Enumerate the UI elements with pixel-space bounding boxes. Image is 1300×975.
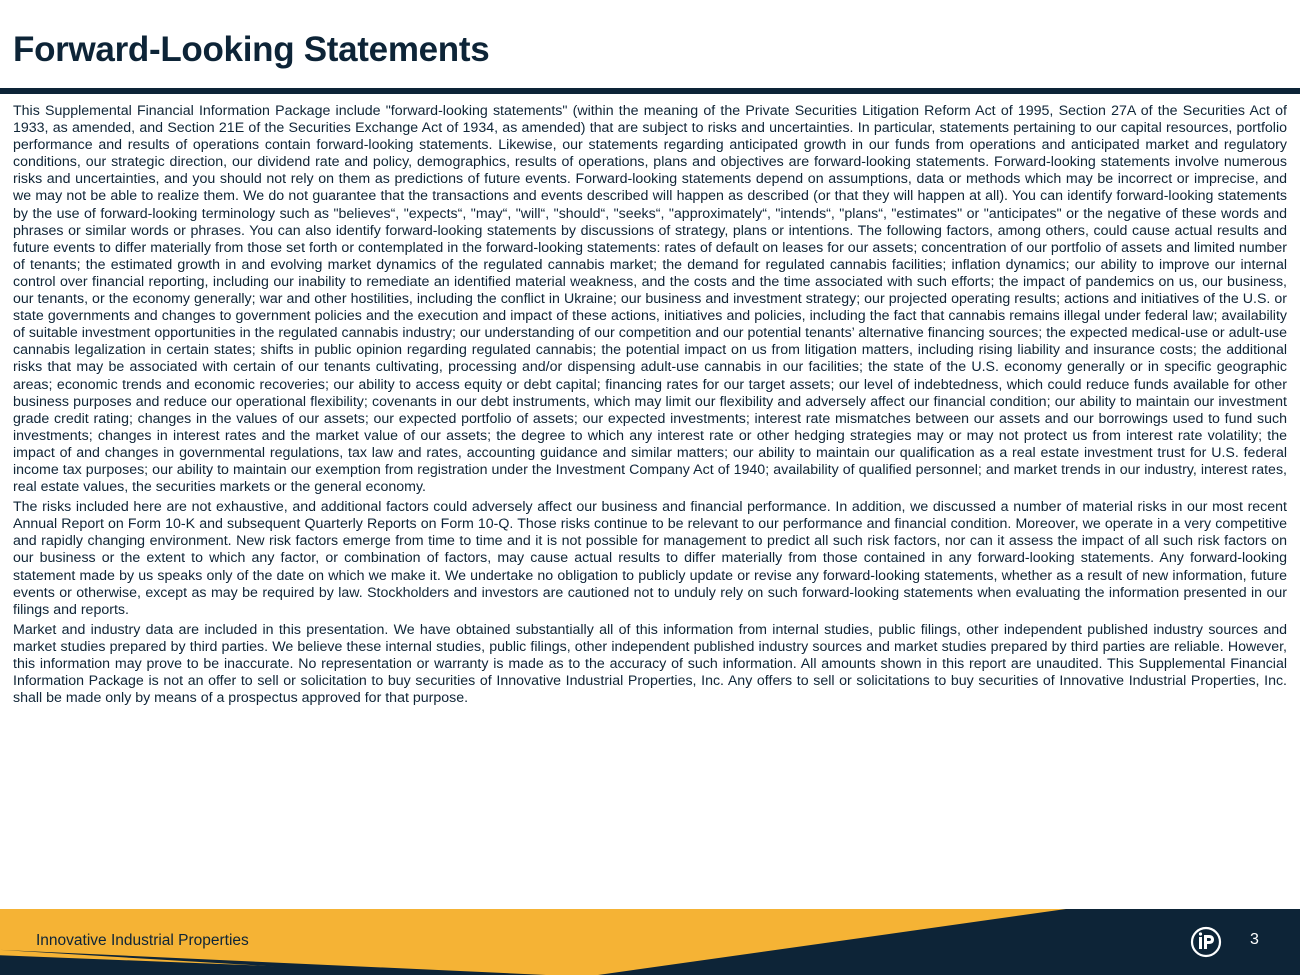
footer-company-name: Innovative Industrial Properties [36, 932, 249, 949]
paragraph-risks: The risks included here are not exhaustive, and additional factors could adversely affect our business and financial performance. In addition, we discussed a number of material risks in our most recent Annual Report on Form 10-K and subsequent Quarterly Reports on Form 10-Q. Those risks continue to be relevant to our performance and financial condition. Moreover, we operate in a very competitive and rapidly changing environment. New risk factors emerge from time to time and it is not possible for management to predict all such risk factors, nor can it assess the impact of all such risk factors on our business or the extent to which any factor, or combination of factors, may cause actual results to differ materially from those contained in any forward-looking statements. Any forward-looking statement made by us speaks only of the date on which we make it. We undertake no obligation to publicly update or revise any forward-looking statements, whether as a result of new information, future events or otherwise, except as may be required by law. Stockholders and investors are cautioned not to unduly rely on such forward-looking statements when evaluating the information presented in our filings and reports. [13, 499, 1287, 618]
disclaimer-body [13, 103, 1287, 710]
iip-logo-icon [1190, 926, 1222, 958]
title-divider [0, 88, 1300, 94]
page-title: Forward-Looking Statements [13, 30, 490, 69]
paragraph-market-data: Market and industry data are included in this presentation. We have obtained substantially all of this information from internal studies, public filings, other independent published industry sources and market studies prepared by third parties. We believe these internal studies, public filings, other independent published industry sources and market studies prepared by third parties are reliable. However, this information may prove to be inaccurate. No representation or warranty is made as to the accuracy of such information. All amounts shown in this report are unaudited. This Supplemental Financial Information Package is not an offer to sell or solicitation to buy securities of Innovative Industrial Properties, Inc. Any offers to sell or solicitations to buy securities of Innovative Industrial Properties, Inc. shall be made only by means of a prospectus approved for that purpose. [13, 621, 1287, 707]
paragraph-forward-looking: This Supplemental Financial Information Package include "forward-looking statements" (within the meaning of the Private Securities Litigation Reform Act of 1995, Section 27A of the Securities Act of 1933, as amended, and Section 21E of the Securities Exchange Act of 1934, as amended) that are subject to risks and uncertainties. In particular, statements pertaining to our capital resources, portfolio performance and results of operations contain forward-looking statements. Likewise, our statements regarding anticipated growth in our funds from operations and anticipated market and regulatory conditions, our strategic direction, our dividend rate and policy, demographics, results of operations, plans and objectives are forward-looking statements. Forward-looking statements involve numerous risks and uncertainties, and you should not rely on them as predictions of future events. Forward-looking statements depend on assumptions, data or methods which may be incorrect or imprecise, and we may not be able to realize them. We do not guarantee that the transactions and events described will happen as described (or that they will happen at all). You can identify forward-looking statements by the use of forward-looking terminology such as "believes“, "expects“, "may“, "will“, "should“, "seeks“, "approximately“, "intends“, "plans“, "estimates" or "anticipates" or the negative of these words and phrases or similar words or phrases. You can also identify forward-looking statements by discussions of strategy, plans or intentions. The following factors, among others, could cause actual results and future events to differ materially from those set forth or contemplated in the forward-looking statements: rates of default on leases for our assets; concentration of our portfolio of assets and limited number of tenants; the estimated growth in and evolving market dynamics of the regulated cannabis market; the demand for regulated cannabis facilities; inflation dynamics; our ability to improve our internal control over financial reporting, including our inability to remediate an identified material weakness, and the costs and the time associated with such efforts; the impact of pandemics on us, our business, our tenants, or the economy generally; war and other hostilities, including the conflict in Ukraine; our business and investment strategy; our projected operating results; actions and initiatives of the U.S. or state governments and changes to government policies and the execution and impact of these actions, initiatives and policies, including the fact that cannabis remains illegal under federal law; availability of suitable investment opportunities in the regulated cannabis industry; our understanding of our competition and our potential tenants’ alternative financing sources; the expected medical-use or adult-use cannabis legalization in certain states; shifts in public opinion regarding regulated cannabis; the potential impact on us from litigation matters, including rising liability and insurance costs; the additional risks that may be associated with certain of our tenants cultivating, processing and/or dispensing adult-use cannabis in our facilities; the state of the U.S. economy generally or in specific geographic areas; economic trends and economic recoveries; our ability to access equity or debt capital; financing rates for our target assets; our level of indebtedness, which could reduce funds available for other business purposes and reduce our operational flexibility; covenants in our debt instruments, which may limit our flexibility and adversely affect our financial condition; our ability to maintain our investment grade credit rating; changes in the values of our assets; our expected portfolio of assets; our expected investments; interest rate mismatches between our assets and our borrowings used to fund such investments; changes in interest rates and the market value of our assets; the degree to which any interest rate or other hedging strategies may or may not protect us from interest rate volatility; the impact of and changes in governmental regulations, tax law and rates, accounting guidance and similar matters; our ability to maintain our qualification as a real estate investment trust for U.S. federal income tax purposes; our ability to maintain our exemption from registration under the Investment Company Act of 1940; availability of qualified personnel; and market trends in our industry, interest rates, real estate values, the securities markets or the general economy. [13, 103, 1287, 496]
page-number: 3 [1250, 931, 1259, 948]
